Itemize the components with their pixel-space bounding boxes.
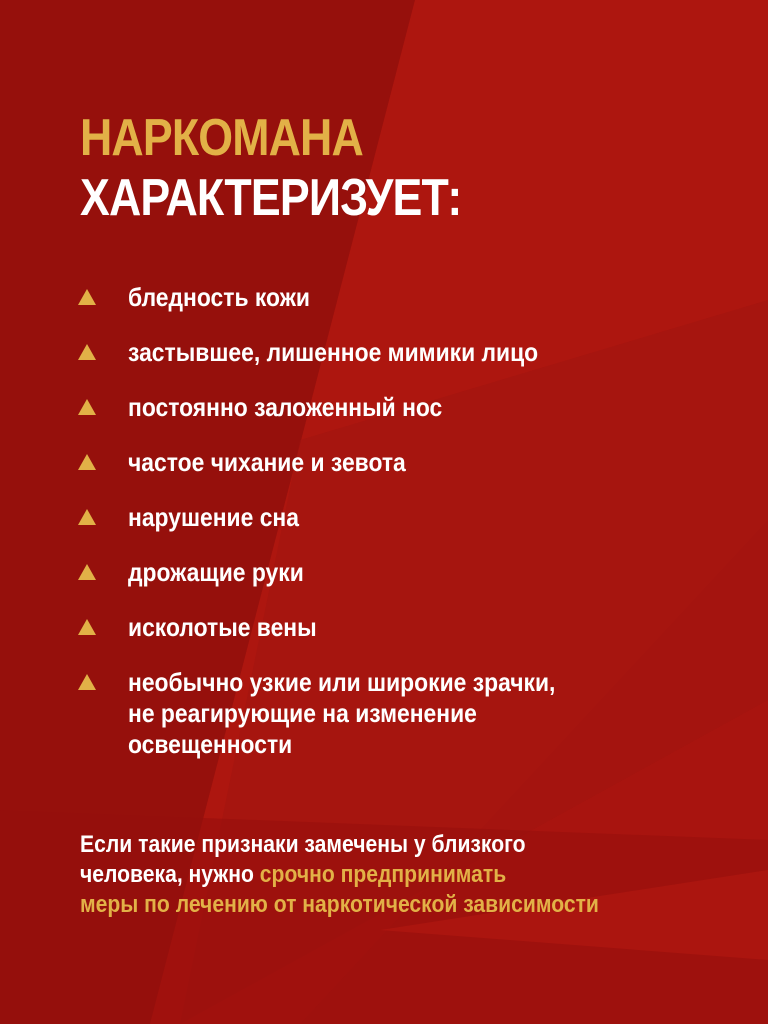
list-item-text: бледность кожи: [128, 282, 311, 312]
footer-text: человека, нужно: [80, 861, 260, 888]
footer-note: [80, 830, 740, 920]
footer-line-1: Если такие признаки замечены у близкого: [80, 831, 526, 858]
list-item: [78, 557, 718, 588]
list-item: [78, 667, 718, 760]
triangle-bullet-icon: [78, 454, 96, 470]
title-line-2: ХАРАКТЕРИЗУЕТ:: [80, 169, 462, 227]
triangle-bullet-icon: [78, 674, 96, 690]
footer-line-2: [80, 860, 661, 890]
triangle-bullet-icon: [78, 399, 96, 415]
list-item: [78, 502, 718, 533]
triangle-bullet-icon: [78, 619, 96, 635]
symptom-list: [78, 282, 718, 760]
triangle-bullet-icon: [78, 344, 96, 360]
list-item-text: постоянно заложенный нос: [128, 392, 443, 422]
list-item: [78, 392, 718, 423]
list-item: [78, 282, 718, 313]
footer-line-3: меры по лечению от наркотической зависимости: [80, 891, 599, 918]
list-item: [78, 612, 718, 643]
list-item-text: застывшее, лишенное мимики лицо: [128, 337, 539, 367]
title-line-1: НАРКОМАНА: [80, 109, 363, 167]
list-item-text: освещенности: [128, 729, 293, 759]
list-item-text: необычно узкие или широкие зрачки,: [128, 667, 556, 697]
triangle-bullet-icon: [78, 564, 96, 580]
triangle-bullet-icon: [78, 509, 96, 525]
list-item: [78, 337, 718, 368]
list-item-text: нарушение сна: [128, 502, 299, 532]
list-item: [78, 447, 718, 478]
triangle-bullet-icon: [78, 289, 96, 305]
list-item-text: не реагирующие на изменение: [128, 698, 477, 728]
list-item-text: частое чихание и зевота: [128, 447, 406, 477]
list-item-text: дрожащие руки: [128, 557, 304, 587]
list-item-text: исколотые вены: [128, 612, 317, 642]
footer-highlight: срочно предпринимать: [259, 861, 507, 888]
